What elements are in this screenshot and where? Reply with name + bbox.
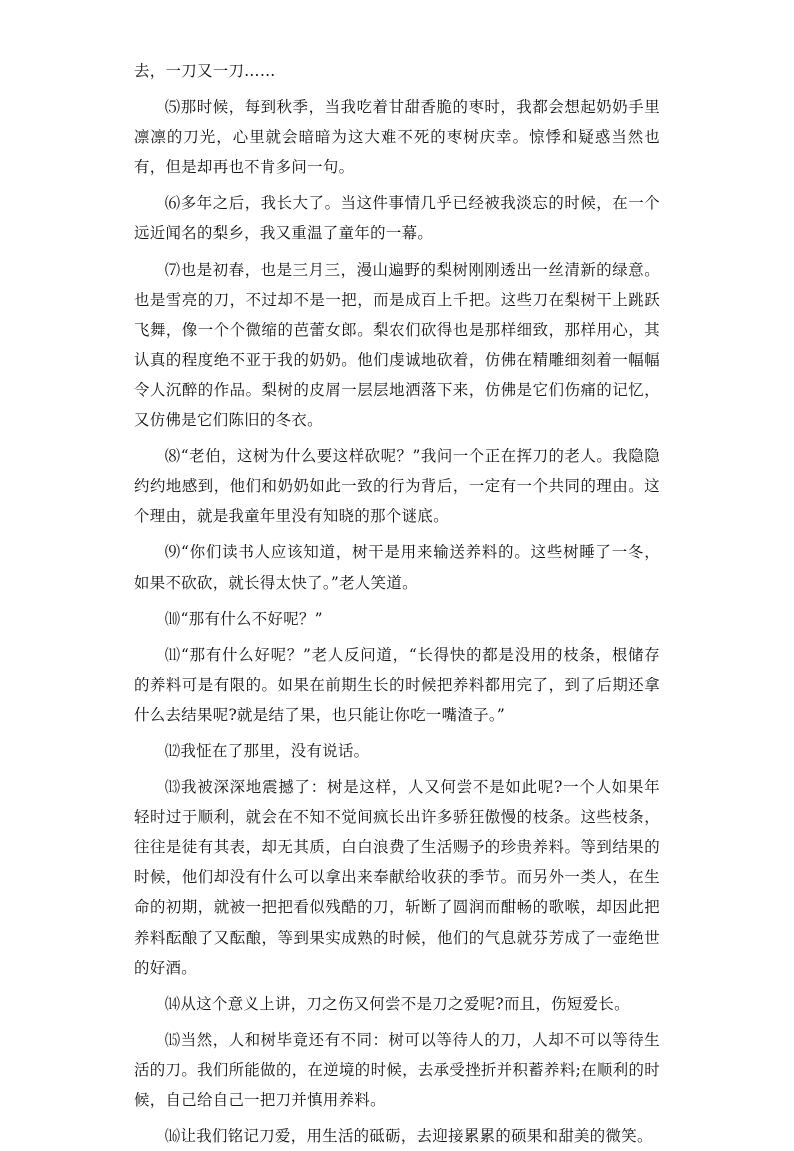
article-paragraph: ⑸那时候，每到秋季，当我吃着甘甜香脆的枣时，我都会想起奶奶手里凛凛的刀光，心里就会暗暗为这大难不死的枣树庆幸。惊悸和疑惑当然也有，但是却再也不肯多问一句。: [134, 98, 660, 177]
article-paragraph: ⑻“老伯，这树为什么要这样砍呢？”我问一个正在挥刀的老人。我隐隐约约地感到，他们和奶奶如此一致的行为背后，一定有一个共同的理由。这个理由，就是我童年里没有知晓的那个谜底。: [134, 447, 660, 526]
article-paragraph: ⒂当然，人和树毕竟还有不同：树可以等待人的刀，人却不可以等待生活的刀。我们所能做的，在逆境的时候，去承受挫折并积蓄养料;在顺利的时候，自己给自己一把刀并慎用养料。: [134, 1030, 660, 1109]
article-paragraph: ⑹多年之后，我长大了。当这件事情几乎已经被我淡忘的时候，在一个远近闻名的梨乡，我又重温了童年的一幕。: [134, 194, 660, 243]
article-paragraph: ⒀我被深深地震撼了：树是这样，人又何尝不是如此呢?一个人如果年轻时过于顺利，就会在不知不觉间疯长出许多骄狂傲慢的枝条。这些枝条，往往是徒有其表，却无其质，白白浪费了生活赐予的珍贵养料。等到结果的时候，他们却没有什么可以拿出来奉献给收获的季节。而另外一类人，在生命的初期，就被一把把看似残酷的刀，斩断了圆润而酣畅的歌喉，却因此把养料酝酿了又酝酿，等到果实成熟的时候，他们的气息就芬芳成了一壶绝世的好酒。: [134, 778, 660, 977]
article-paragraph: ⑼“你们读书人应该知道，树干是用来输送养料的。这些树睡了一冬，如果不砍砍，就长得太快了。”老人笑道。: [134, 543, 660, 592]
article-paragraph: ⑽“那有什么不好呢？”: [164, 609, 323, 628]
article-paragraph: ⑺也是初春，也是三月三，漫山遍野的梨树刚刚透出一丝清新的绿意。也是雪亮的刀，不过却不是一把，而是成百上千把。这些刀在梨树干上跳跃飞舞，像一个个微缩的芭蕾女郎。梨农们砍得也是那样细致，那样用心，其认真的程度绝不亚于我的奶奶。他们虔诚地砍着，仿佛在精雕细刻着一幅幅令人沉醉的作品。梨树的皮屑一层层地洒落下来，仿佛是它们伤痛的记忆，又仿佛是它们陈旧的冬衣。: [134, 260, 660, 430]
article-paragraph: ⒃让我们铭记刀爱，用生活的砥砺，去迎接累累的硕果和甜美的微笑。: [164, 1127, 653, 1146]
article-paragraph: 去，一刀又一刀……: [134, 62, 276, 80]
article-body: [134, 56, 660, 1151]
article-paragraph: ⒁从这个意义上讲，刀之伤又何尝不是刀之爱呢?而且，伤短爱长。: [164, 994, 630, 1013]
article-paragraph: ⑿我怔在了那里，没有说话。: [164, 741, 370, 760]
article-paragraph: ⑾“那有什么好呢？”老人反问道，“长得快的都是没用的枝条，根储存的养料可是有限的。如果在前期生长的时候把养料都用完了，到了后期还拿什么去结果呢?就是结了果，也只能让你吃一嘴渣子。”: [134, 645, 660, 724]
